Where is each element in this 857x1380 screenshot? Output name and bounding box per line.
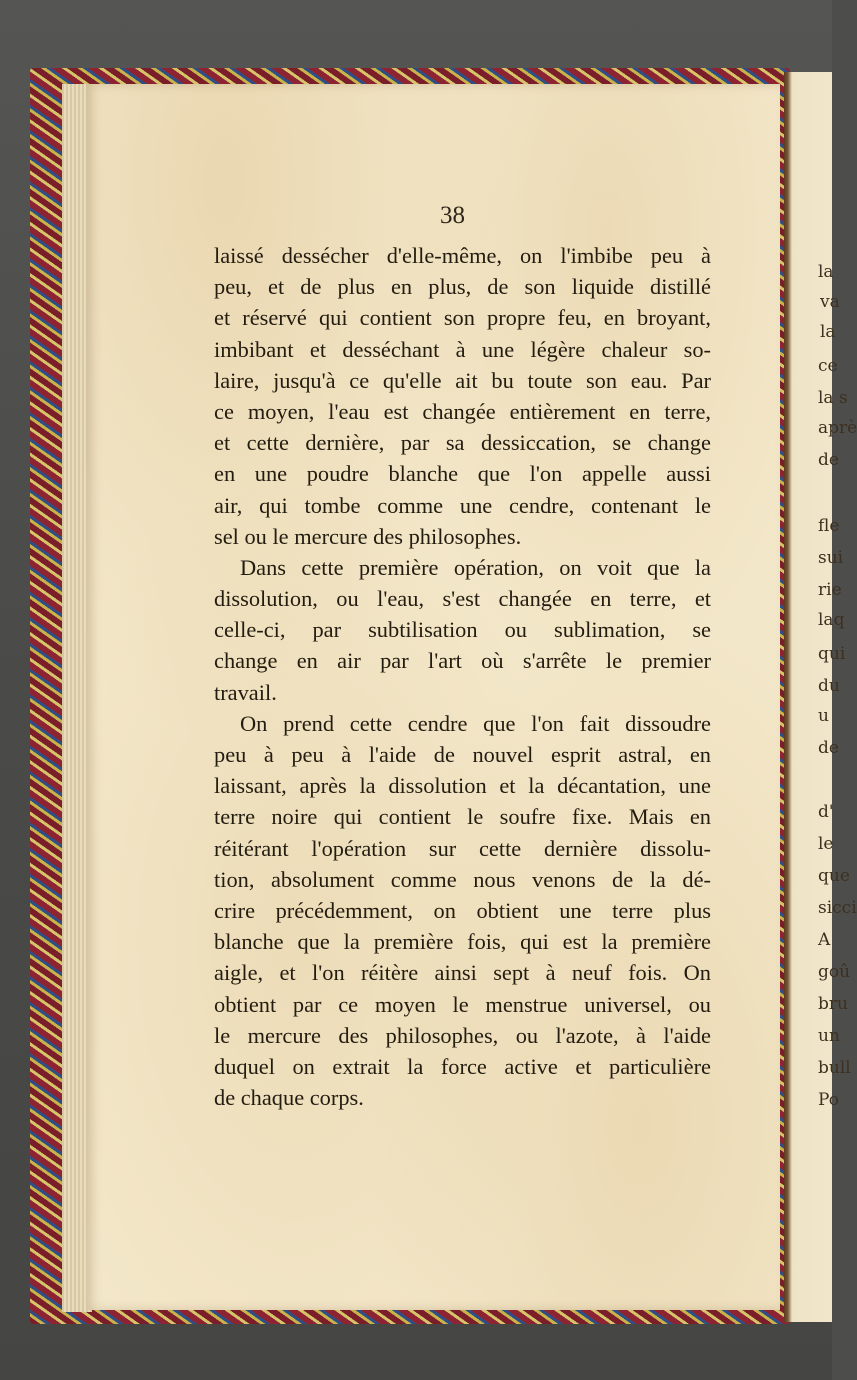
facing-page-fragment: Po xyxy=(818,1090,839,1110)
facing-page-fragment: ce xyxy=(818,356,838,376)
text-line: blanche que la première fois, qui est la première xyxy=(214,929,711,955)
text-line: laissé dessécher d'elle-même, on l'imbibe peu à xyxy=(214,243,711,268)
text-line: On prend cette cendre que l'on fait dissoudre xyxy=(240,710,711,736)
text-line: tion, absolument comme nous venons de la dé- xyxy=(214,866,711,892)
text-line: sel ou le mercure des philosophes. xyxy=(214,523,522,549)
text-line: duquel on extrait la force active et particulière xyxy=(214,1053,711,1079)
text-line: crire précédemment, on obtient une terre plus xyxy=(214,897,711,923)
text-line: aigle, et l'on réitère ainsi sept à neuf fois. On xyxy=(214,960,711,986)
text-line: le mercure des philosophes, ou l'azote, à l'aide xyxy=(214,1022,711,1048)
facing-page-edge xyxy=(784,72,857,1322)
text-line: change en air par l'art où s'arrête le premier xyxy=(214,648,711,674)
text-line: Dans cette première opération, on voit que la xyxy=(240,554,711,580)
text-line: en une poudre blanche que l'on appelle aussi xyxy=(214,461,711,487)
text-line: peu à peu à l'aide de nouvel esprit astral, en xyxy=(214,742,711,767)
text-line: et réservé qui contient son propre feu, en broyant, xyxy=(214,305,711,331)
facing-page-fragment: bull xyxy=(818,1058,851,1078)
facing-page-fragment: la xyxy=(818,262,834,282)
facing-page-fragment: bru xyxy=(818,994,848,1014)
text-line: obtient par ce moyen le menstrue universel, ou xyxy=(214,991,711,1017)
facing-page-fragment: va xyxy=(820,292,840,312)
body-text xyxy=(214,240,711,1113)
text-line: terre noire qui contient le soufre fixe. Mais en xyxy=(214,804,711,830)
text-line: réitérant l'opération sur cette dernière dissolu- xyxy=(214,835,711,861)
facing-page-fragment: un xyxy=(818,1026,840,1046)
text-line: celle-ci, par subtilisation ou sublimation, se xyxy=(214,617,711,643)
facing-page-fragment: de xyxy=(818,738,839,758)
text-line: air, qui tombe comme une cendre, contenant le xyxy=(214,492,711,518)
facing-page-fragment: goû xyxy=(818,962,851,982)
page-number: 38 xyxy=(440,202,465,229)
facing-page-fragment: la xyxy=(820,322,836,342)
facing-page-fragment: d' xyxy=(818,802,834,822)
text-line: laissant, après la dissolution et la décantation, une xyxy=(214,773,711,799)
text-line: dissolution, ou l'eau, s'est changée en terre, et xyxy=(214,586,711,612)
facing-page-fragment: aprè xyxy=(818,418,857,438)
text-line: imbibant et desséchant à une légère chaleur so- xyxy=(214,336,711,362)
facing-page-fragment: la s xyxy=(818,388,848,408)
facing-page-fragment: le xyxy=(818,834,834,854)
facing-page-fragment: du xyxy=(818,676,840,696)
text-line: ce moyen, l'eau est changée entièrement en terre, xyxy=(214,398,711,424)
facing-page-fragment: que xyxy=(818,866,850,886)
facing-page-fragment: sui xyxy=(818,548,844,568)
facing-page-fragment: rie xyxy=(818,580,842,600)
text-line: et cette dernière, par sa dessiccation, se change xyxy=(214,430,711,456)
facing-page-fragment: de xyxy=(818,450,839,470)
facing-page-fragment: laq xyxy=(818,610,845,630)
text-line: peu, et de plus en plus, de son liquide distillé xyxy=(214,274,711,300)
facing-page-fragment: qui xyxy=(818,644,846,664)
facing-page-fragment: fle xyxy=(818,516,840,536)
facing-page-fragment: u xyxy=(818,706,829,726)
text-line: de chaque corps. xyxy=(214,1085,364,1111)
text-line: laire, jusqu'à ce qu'elle ait bu toute son eau. Par xyxy=(214,367,711,393)
facing-page-fragment: A xyxy=(818,930,831,950)
text-line: travail. xyxy=(214,679,277,705)
facing-page-fragment: sicci xyxy=(818,898,857,918)
